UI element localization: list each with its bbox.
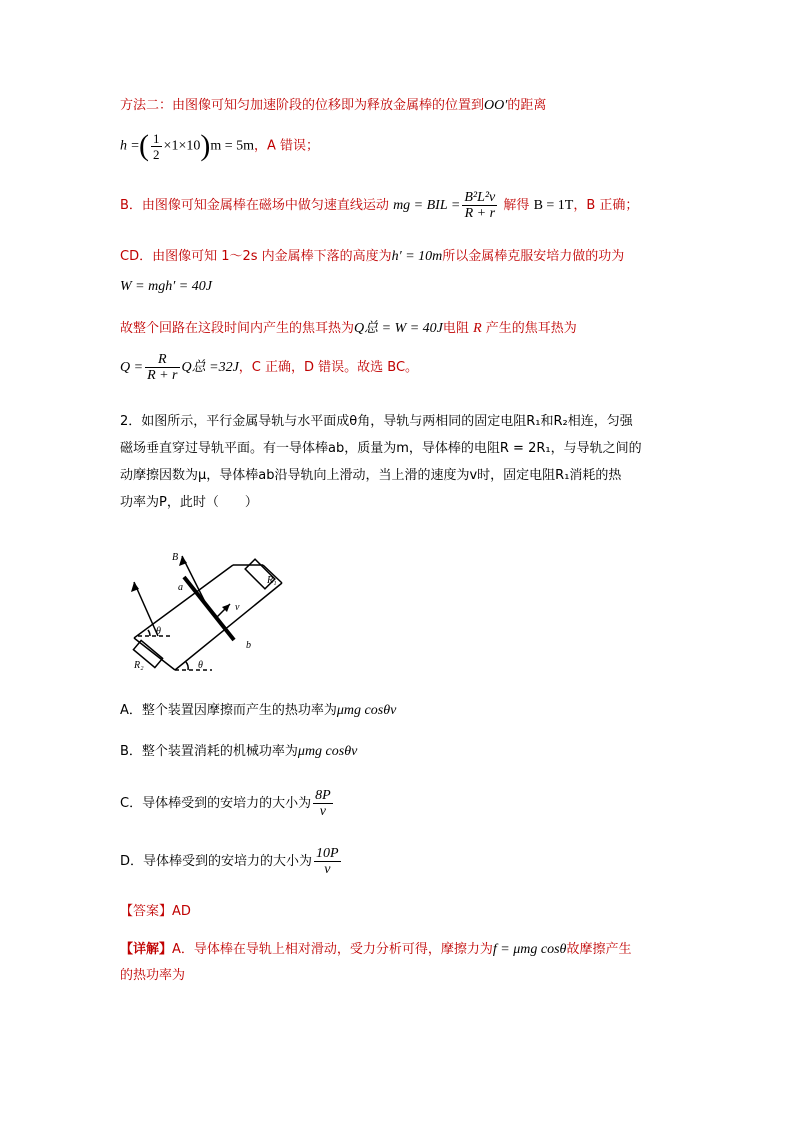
paren-close: ) — [200, 129, 211, 162]
oo-symbol: OO′ — [484, 98, 508, 113]
q2-line3: 动摩擦因数为μ，导体棒ab沿导轨向上滑动，当上滑的速度为v时，固定电阻R₁消耗的热 — [120, 468, 622, 483]
option-b-text: B．整个装置消耗的机械功率为 — [120, 744, 298, 759]
label-theta-2: θ — [198, 660, 203, 671]
b-tail: ，B 正确； — [573, 198, 639, 213]
method2-tail: 的距离 — [507, 98, 547, 113]
q-eq-left: Q = — [120, 360, 144, 375]
option-d-num: 10P — [316, 846, 339, 861]
option-a-text: A．整个装置因摩擦而产生的热功率为 — [120, 703, 337, 718]
label-b: b — [246, 640, 251, 651]
q-eq-right: Q总 =32J — [181, 360, 239, 375]
option-c-fraction — [313, 788, 333, 819]
h-equation-line — [120, 126, 319, 166]
option-c-text: C．导体棒受到的安培力的大小为 — [120, 796, 312, 811]
label-theta-1: θ — [156, 626, 161, 637]
b-mid: 解得 — [503, 198, 530, 213]
cd-height: h′ = 10m — [391, 249, 443, 264]
h-eq-mid: ×1×10 — [163, 138, 201, 154]
option-d-fraction — [314, 846, 341, 877]
q-end: ，C 正确，D 错误。故选 BC。 — [238, 360, 419, 375]
option-b[interactable] — [120, 742, 357, 762]
h-frac-den: 2 — [153, 146, 160, 162]
option-c[interactable] — [120, 784, 335, 824]
q-mid: 电阻 — [442, 321, 469, 336]
h-eq-eq: = — [131, 138, 140, 154]
q2-line2: 磁场垂直穿过导轨平面。有一导体棒ab，质量为m，导体棒的电阻R = 2R₁，与导轨之间的 — [120, 441, 642, 456]
label-v: v — [235, 602, 240, 613]
b-arrow-left — [134, 582, 158, 636]
b-frac-den: R + r — [464, 206, 496, 221]
option-b-math: μmg cosθv — [297, 744, 358, 759]
w-equation — [120, 277, 212, 297]
option-a[interactable] — [120, 701, 396, 721]
h-fraction — [151, 131, 162, 162]
label-r1: R₁ — [267, 575, 277, 586]
detail-line-1 — [120, 940, 631, 960]
detail-line-2 — [120, 966, 185, 986]
h-tail: ，A 错误； — [254, 138, 320, 154]
method2-text: 方法二：由图像可知匀加速阶段的位移即为释放金属棒的位置到 — [120, 98, 485, 113]
q-equation-line — [120, 348, 418, 388]
option-d-text: D．导体棒受到的安培力的大小为 — [120, 854, 313, 869]
detail-math: f = μmg cosθ — [492, 942, 567, 957]
q-fraction — [145, 352, 179, 383]
option-c-num: 8P — [315, 788, 331, 803]
rail-diagram — [120, 540, 290, 680]
detail-text-1: A．导体棒在导轨上相对滑动，受力分析可得，摩擦力为 — [172, 942, 493, 957]
b-prefix: B．由图像可知金属棒在磁场中做匀速直线运动 — [120, 198, 389, 213]
cd-prefix: CD．由图像可知 1～2s 内金属棒下落的高度为 — [120, 249, 392, 264]
h-eq-right: m = 5m — [210, 138, 255, 154]
question-2 — [120, 408, 680, 516]
q-r: R — [473, 321, 482, 336]
q-frac-den: R + r — [147, 368, 178, 383]
option-c-den: v — [319, 804, 326, 819]
q-frac-num: R — [145, 352, 179, 368]
label-r2: R₂ — [134, 660, 144, 671]
q-line — [120, 319, 577, 339]
answer-label: 【答案】AD — [120, 904, 191, 919]
label-b-field: B — [172, 552, 179, 563]
option-d[interactable] — [120, 842, 343, 882]
b-frac-num: B²L²v — [464, 190, 496, 205]
theta-arc-2 — [186, 662, 188, 670]
q-tail: 产生的焦耳热为 — [485, 321, 577, 336]
detail-tail-1: 故摩擦产生 — [566, 942, 632, 957]
q-total: Q总 = W = 40J — [354, 321, 443, 336]
label-a: a — [178, 582, 183, 593]
cd-line — [120, 247, 624, 267]
option-d-den: v — [324, 862, 331, 877]
b-fraction — [462, 190, 497, 221]
paren-open: ( — [139, 129, 150, 162]
detail-label: 【详解】 — [120, 942, 173, 957]
b-eq-left: mg = BIL = — [393, 198, 461, 213]
theta-arc-1 — [148, 630, 150, 636]
cd-tail: 所以金属棒克服安培力做的功为 — [442, 249, 625, 264]
h-eq-left: h — [120, 138, 127, 154]
h-frac-num: 1 — [153, 130, 160, 146]
q2-line4: 功率为P，此时（ ） — [120, 495, 258, 510]
b-option-line — [120, 186, 638, 226]
option-a-math: μmg cosθv — [336, 703, 397, 718]
b-result: B = 1T — [533, 198, 574, 213]
detail-text-2: 的热功率为 — [120, 968, 186, 983]
answer — [120, 902, 191, 922]
w-eq: W = mgh′ = 40J — [120, 279, 212, 294]
q2-line1: 2．如图所示，平行金属导轨与水平面成θ角，导轨与两相同的固定电阻R₁和R₂相连，匀强 — [120, 414, 633, 429]
method2-line — [120, 96, 546, 116]
q-prefix: 故整个回路在这段时间内产生的焦耳热为 — [120, 321, 355, 336]
upper-rail-left — [134, 565, 233, 638]
